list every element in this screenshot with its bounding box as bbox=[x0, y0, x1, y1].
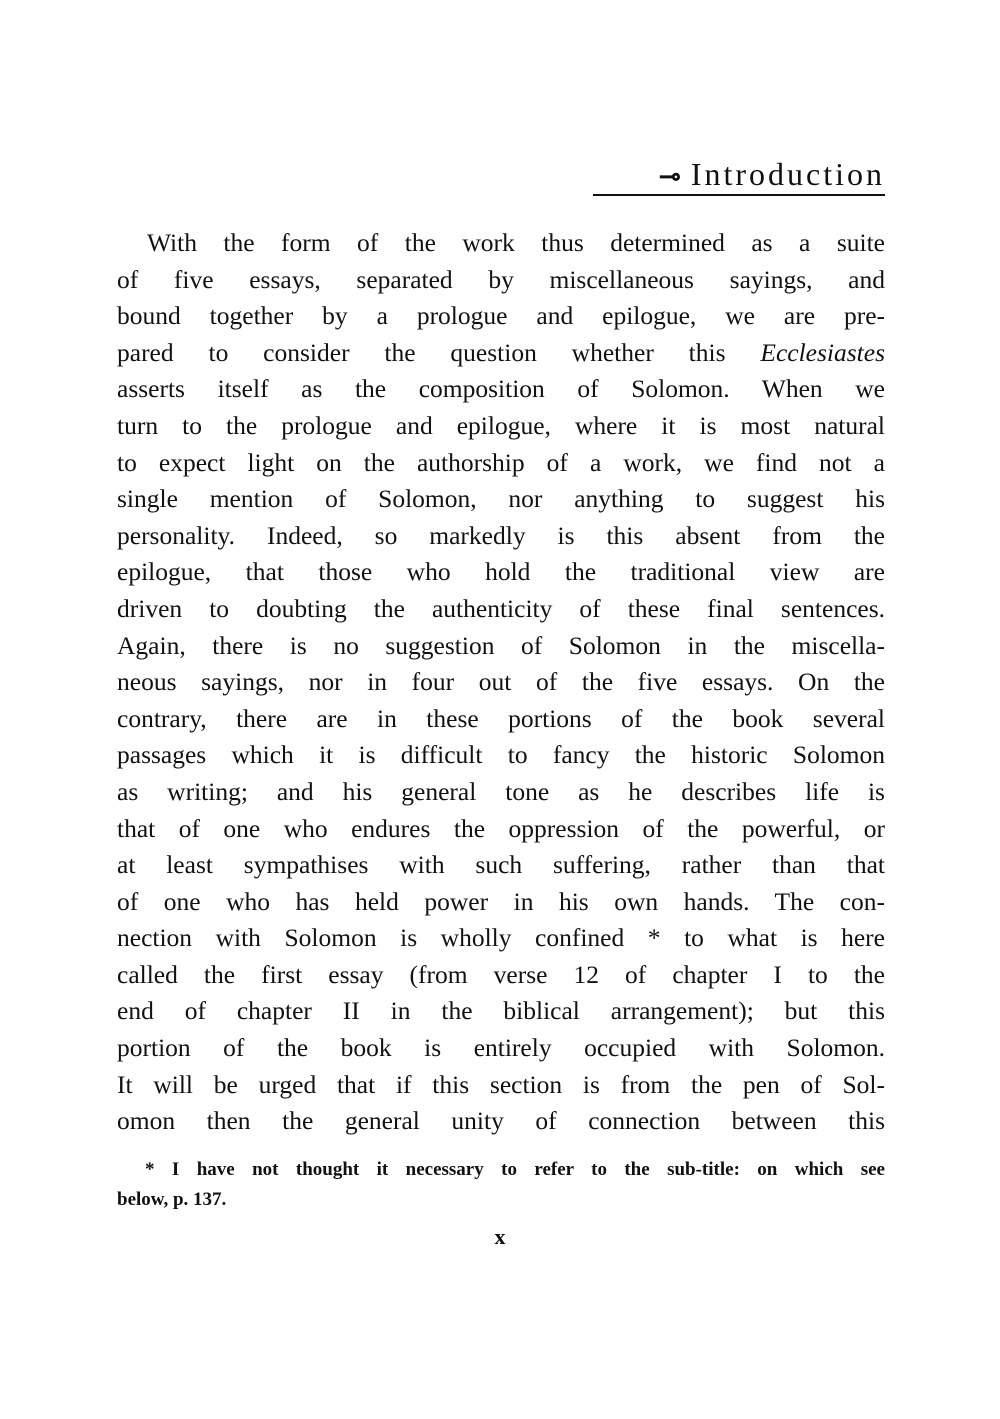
text-line: nection with Solomon is wholly confined * to what is here bbox=[117, 923, 885, 953]
text-line: pared to consider the question whether this Ecclesiastes bbox=[117, 337, 885, 367]
text-line: neous sayings, nor in four out of the five essays. On the bbox=[117, 667, 885, 697]
text-line: passages which it is difficult to fancy the historic Solomon bbox=[117, 740, 885, 770]
text-line: personality. Indeed, so markedly is this absent from the bbox=[117, 520, 885, 550]
text-line: called the first essay (from verse 12 of chapter I to the bbox=[117, 959, 885, 989]
italic-title: Ecclesiastes bbox=[760, 337, 885, 367]
text-line: It will be urged that if this section is from the pen of Sol- bbox=[117, 1069, 885, 1099]
text-line: driven to doubting the authenticity of these final sentences. bbox=[117, 593, 885, 623]
body-paragraph bbox=[117, 225, 885, 1140]
text-line: single mention of Solomon, nor anything to suggest his bbox=[117, 484, 885, 514]
text-line: as writing; and his general tone as he describes life is bbox=[117, 776, 885, 806]
footnote-line: * I have not thought it necessary to refer to the sub-title: on which see bbox=[145, 1159, 885, 1180]
text-line: With the form of the work thus determined as a suite bbox=[147, 228, 885, 257]
text-line: turn to the prologue and epilogue, where it is most natural bbox=[117, 410, 885, 440]
footnote bbox=[117, 1155, 885, 1215]
page-number: x bbox=[494, 1224, 506, 1249]
text-line: that of one who endures the oppression of the powerful, or bbox=[117, 813, 885, 843]
text-line: omon then the general unity of connection between this bbox=[117, 1106, 885, 1136]
running-head-title: Introduction bbox=[690, 156, 885, 192]
text-line: end of chapter II in the biblical arrangement); but this bbox=[117, 996, 885, 1026]
text-line: to expect light on the authorship of a work, we find not a bbox=[117, 447, 885, 477]
text-line: epilogue, that those who hold the traditional view are bbox=[117, 557, 885, 587]
running-head bbox=[593, 152, 885, 196]
footnote-line: below, p. 137. bbox=[117, 1189, 227, 1210]
text-line: portion of the book is entirely occupied with Solomon. bbox=[117, 1033, 885, 1063]
text-line: contrary, there are in these portions of the book several bbox=[117, 703, 885, 733]
text-line: bound together by a prologue and epilogue, we are pre- bbox=[117, 301, 885, 331]
text-line: of one who has held power in his own hands. The con- bbox=[117, 886, 885, 916]
text-line: asserts itself as the composition of Solomon. When we bbox=[117, 374, 885, 404]
text-line: Again, there is no suggestion of Solomon in the miscella- bbox=[117, 630, 885, 660]
head-ornament-icon: ⊸ bbox=[659, 162, 681, 191]
text-line: at least sympathises with such suffering, rather than that bbox=[117, 850, 885, 880]
text-line: of five essays, separated by miscellaneous sayings, and bbox=[117, 264, 885, 294]
